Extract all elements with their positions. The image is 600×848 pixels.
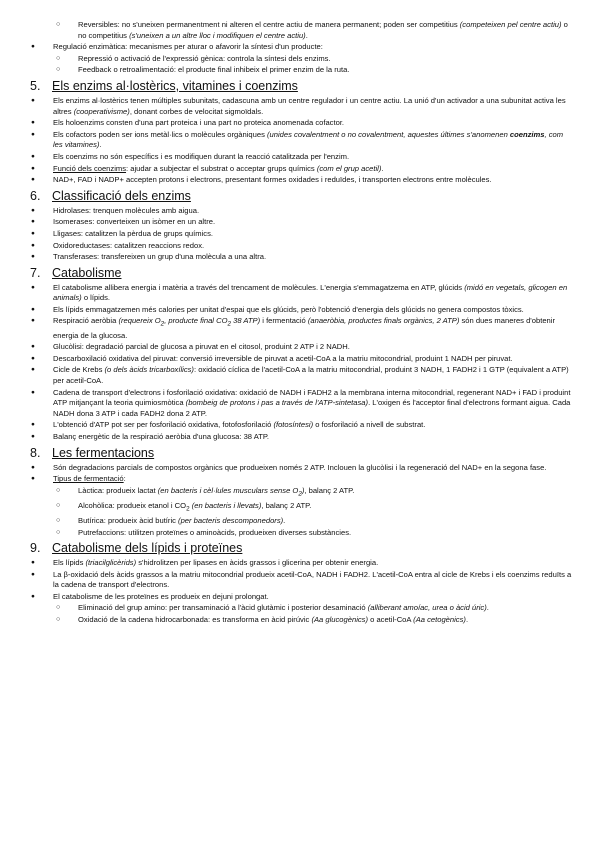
bullet-list [30,558,574,626]
section-number: 5. [30,78,41,93]
sub-list-item: ○ Putrefaccions: utilitzen proteïnes o aminoàcids, produeixen diverses substàncies. [30,528,574,539]
sub-list-item: ○ Butírica: produeix àcid butíric (per bacteris descomponedors). [30,516,574,527]
list-item: ● Isomerases: converteixen un isòmer en un altre. [30,217,574,228]
section-heading [30,446,574,461]
list-item: ● Lligases: catalitzen la pèrdua de grups químics. [30,229,574,240]
list-item: ● L'obtenció d'ATP pot ser per fosforilació oxidativa, fotofosforilació (fotosíntesi) o fosforilació a nivell de substrat. [30,420,574,431]
sub-list-item: ○ Oxidació de la cadena hidrocarbonada: es transforma en àcid pirúvic (Aa glucogènics) o acetil-CoA (Aa cetogènics). [30,615,574,626]
list-item: ● Els coenzims no són específics i es modifiquen durant la reacció catalitzada per l'enzim. [30,152,574,163]
list-item: ● Respiració aeròbia (requereix $O_2$, producte final $CO_2$ 38 ATP) i fermentació (anaeròbia, productes finals orgànics, 2 ATP) són dues maneres d'obtenir energia de la glucosa. [30,316,574,341]
section-heading [30,541,574,556]
list-item: ● Balanç energètic de la respiració aeròbia d'una glucosa: 38 ATP. [30,432,574,443]
bullet-list [30,20,574,76]
list-item: ● Els holoenzims consten d'una part proteica i una part no proteica anomenada cofactor. [30,118,574,129]
section-number: 8. [30,445,41,460]
list-item: ● Funció dels coenzims: ajudar a subjectar el substrat o acceptar grups químics (com el grup acetil). [30,164,574,175]
section-title: Catabolisme [52,265,122,280]
section-number: 9. [30,541,41,556]
list-item: ● Els lípids (triacilglicèrids) s'hidrolitzen per lipases en àcids grassos i glicerina per obtenir energia. [30,558,574,569]
sub-list-item: ○ Reversibles: no s'uneixen permanentment ni alteren el centre actiu de manera permanent; poden ser competitius (competeixen pel centre actiu) o no competitius (s'uneixen a un altre lloc i modifiquen el centre actiu). [30,20,574,41]
list-item: ● Oxidoreductases: catalitzen reaccions redox. [30,241,574,252]
bullet-list [30,206,574,263]
sub-list-item: ○ Alcohòlica: produeix etanol i $CO_2$ (en bacteris i llevats), balanç 2 ATP. [30,501,574,515]
list-item: ● Són degradacions parcials de compostos orgànics que produeixen només 2 ATP. Inclouen la glucòlisi i la regeneració del NAD+ en la segona fase. [30,463,574,474]
section-title: Classificació dels enzims [52,188,191,203]
list-item: ● NAD+, FAD i NADP+ accepten protons i electrons, presentant formes oxidades i reduïdes, i transporten electrons entre molècules. [30,175,574,186]
bullet-list [30,283,574,443]
list-item: ● Glucòlisi: degradació parcial de glucosa a piruvat en el citosol, produint 2 ATP i 2 NADH. [30,342,574,353]
bullet-list [30,96,574,186]
list-item: ● El catabolisme allibera energia i matèria a través del trencament de molècules. L'energia s'emmagatzema en ATP, glúcids (midó en vegetals, glicogen en animals) o lípids. [30,283,574,304]
sub-list-item: ○ Làctica: produeix lactat (en bacteris i cèl·lules musculars sense $O_2$), balanç 2 ATP. [30,486,574,500]
section-number: 6. [30,188,41,203]
list-item: ● Els cofactors poden ser ions metàl·lics o molècules orgàniques (unides covalentment o no covalentment, aquestes últimes s'anomenen coenzims, com les vitamines). [30,130,574,151]
list-item: ● El catabolisme de les proteïnes es produeix en dejuni prolongat. [30,592,574,603]
list-item: ● Descarboxilació oxidativa del piruvat: conversió irreversible de piruvat a acetil-CoA a la matriu mitocondrial, produint 1 NADH per piruvat. [30,354,574,365]
list-item: ● La β-oxidació dels àcids grassos a la matriu mitocondrial produeix acetil-CoA, NADH i FADH2. L'acetil-CoA entra al cicle de Krebs i els coenzims reduïts a la cadena de transport d'electrons. [30,570,574,591]
list-item: ● Hidrolases: trenquen molècules amb aigua. [30,206,574,217]
sub-list-item: ○ Repressió o activació de l'expressió gènica: controla la síntesi dels enzims. [30,54,574,65]
section-title: Les fermentacions [52,445,155,460]
sub-list-item: ○ Feedback o retroalimentació: el producte final inhibeix el primer enzim de la ruta. [30,65,574,76]
section-number: 7. [30,265,41,280]
list-item: ● Els enzims al·lostèrics tenen múltiples subunitats, cadascuna amb un centre regulador i un centre actiu. La unió d'un activador a una subunitat activa les altres (cooperativisme), donant corbes de velocitat sigmoïdals. [30,96,574,117]
section-heading [30,79,574,94]
list-item: ● Regulació enzimàtica: mecanismes per aturar o afavorir la síntesi d'un producte: [30,42,574,53]
section-heading [30,189,574,204]
sub-list-item: ○ Eliminació del grup amino: per transaminació a l'àcid glutàmic i posterior desaminació (alliberant amoíac, urea o àcid úric). [30,603,574,614]
section-title: Els enzims al·lostèrics, vitamines i coenzims [52,78,298,93]
list-item: ● Transferases: transfereixen un grup d'una molècula a una altra. [30,252,574,263]
list-item: ● Cicle de Krebs (o dels àcids tricarboxílics): oxidació cíclica de l'acetil-CoA a la matriu mitocondrial, produint 3 NADH, 1 FADH2 i 1 GTP (equivalent a ATP) per acetil-CoA. [30,365,574,386]
section-heading [30,266,574,281]
section-title: Catabolisme dels lípids i proteïnes [52,541,243,556]
list-item: ● Tipus de fermentació: [30,474,574,485]
bullet-list [30,463,574,539]
list-item: ● Els lípids emmagatzemen més calories per unitat d'espai que els glúcids, però l'obtenció d'energia dels glúcids no genera compostos tòxics. [30,305,574,316]
list-item: ● Cadena de transport d'electrons i fosforilació oxidativa: oxidació de NADH i FADH2 a la membrana interna mitocondrial, regenerant NAD+ i FAD i produint ATP mitjançant la teoria quimiosmòtica (bombeig de protons i pas a través de l'ATP-sintetasa). L'oxigen és l'acceptor final d'electrons formant aigua. Cada NADH dona 3 ATP i cada FADH2 dona 2 ATP. [30,388,574,420]
